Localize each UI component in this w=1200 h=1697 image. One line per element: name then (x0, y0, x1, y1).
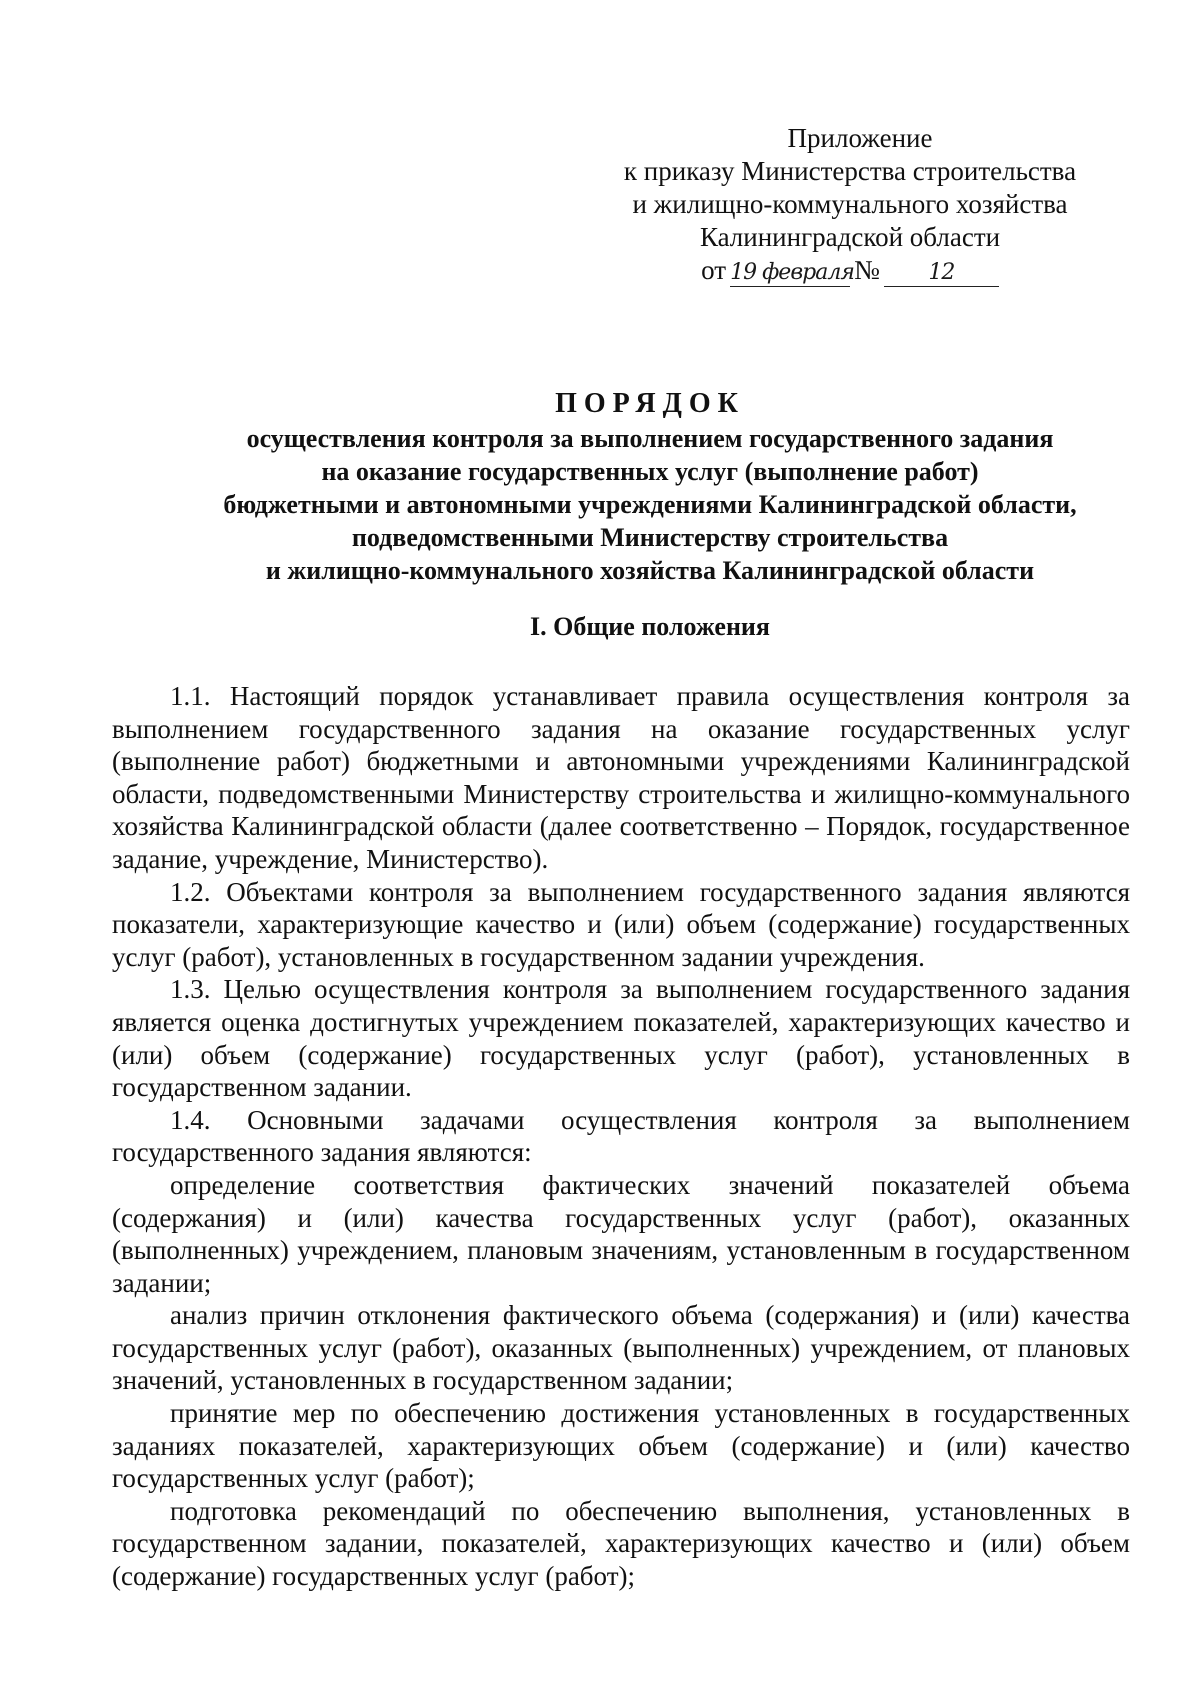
date-prefix: от (701, 255, 727, 285)
title-line-3: бюджетными и автономными учреждениями Калининградской области, (223, 490, 1077, 519)
paragraph-1-4: 1.4. Основными задачами осуществления контроля за выполнением государственного задания являются: (112, 1104, 1130, 1168)
title-main: ПОРЯДОК (555, 388, 745, 419)
approval-block (560, 122, 1140, 287)
title-line-5: и жилищно-коммунального хозяйства Калининградской области (265, 556, 1035, 585)
task-item-4: подготовка рекомендаций по обеспечению выполнения, установленных в государственном задании, показателей, характеризующих качество и (или) объем (содержание) государственных услуг (работ); (112, 1495, 1130, 1592)
approval-line-1: Приложение (787, 123, 933, 153)
approval-line-2: к приказу Министерства строительства (623, 156, 1077, 186)
paragraph-1-2: 1.2. Объектами контроля за выполнением государственного задания являются показатели, характеризующие качество и (или) объем (содержание) государственных услуг (работ), установленных в государственном задании учреждения. (112, 876, 1130, 972)
title-line-1: осуществления контроля за выполнением государственного задания (246, 424, 1054, 453)
approval-line-4: Калининградской области (699, 222, 1001, 252)
task-item-2: анализ причин отклонения фактического объема (содержания) и (или) качества государственных услуг (работ), оказанных (выполненных) учреждением, от плановых значений, установленных в государственном задании; (112, 1300, 1130, 1396)
document-body (112, 680, 1130, 1593)
title-line-2: на оказание государственных услуг (выполнение работ) (321, 457, 979, 486)
number-prefix: № (854, 255, 880, 285)
paragraph-1-1: 1.1. Настоящий порядок устанавливает правила осуществления контроля за выполнением государственного задания на оказание государственных услуг (выполнение работ) бюджетными и автономными учреждениями Калининградской области, подведомственными Министерству строительства и жилищно-коммунального хозяйства Калининградской области (далее соответственно – Порядок, государственное задание, учреждение, Министерство). (112, 681, 1130, 874)
handwritten-date: 19 февраля (730, 260, 854, 285)
approval-line-3: и жилищно-коммунального хозяйства (632, 189, 1068, 219)
task-item-3: принятие мер по обеспечению достижения установленных в государственных заданиях показателей, характеризующих объем (содержание) и (или) качество государственных услуг (работ); (112, 1398, 1130, 1494)
handwritten-number: 12 (884, 260, 999, 287)
approval-date-line (560, 254, 1140, 287)
section-heading: I. Общие положения (530, 612, 770, 641)
document-title (120, 387, 1180, 587)
task-item-1: определение соответствия фактических значений показателей объема (содержания) и (или) качества государственных услуг (работ), оказанных (выполненных) учреждением, плановым значениям, установленным в государственном задании; (112, 1169, 1130, 1298)
title-line-4: подведомственными Министерству строительства (351, 523, 949, 552)
paragraph-1-3: 1.3. Целью осуществления контроля за выполнением государственного задания является оценка достигнутых учреждением показателей, характеризующих качество и (или) объем (содержание) государственных услуг (работ), установленных в государственном задании. (112, 974, 1130, 1103)
